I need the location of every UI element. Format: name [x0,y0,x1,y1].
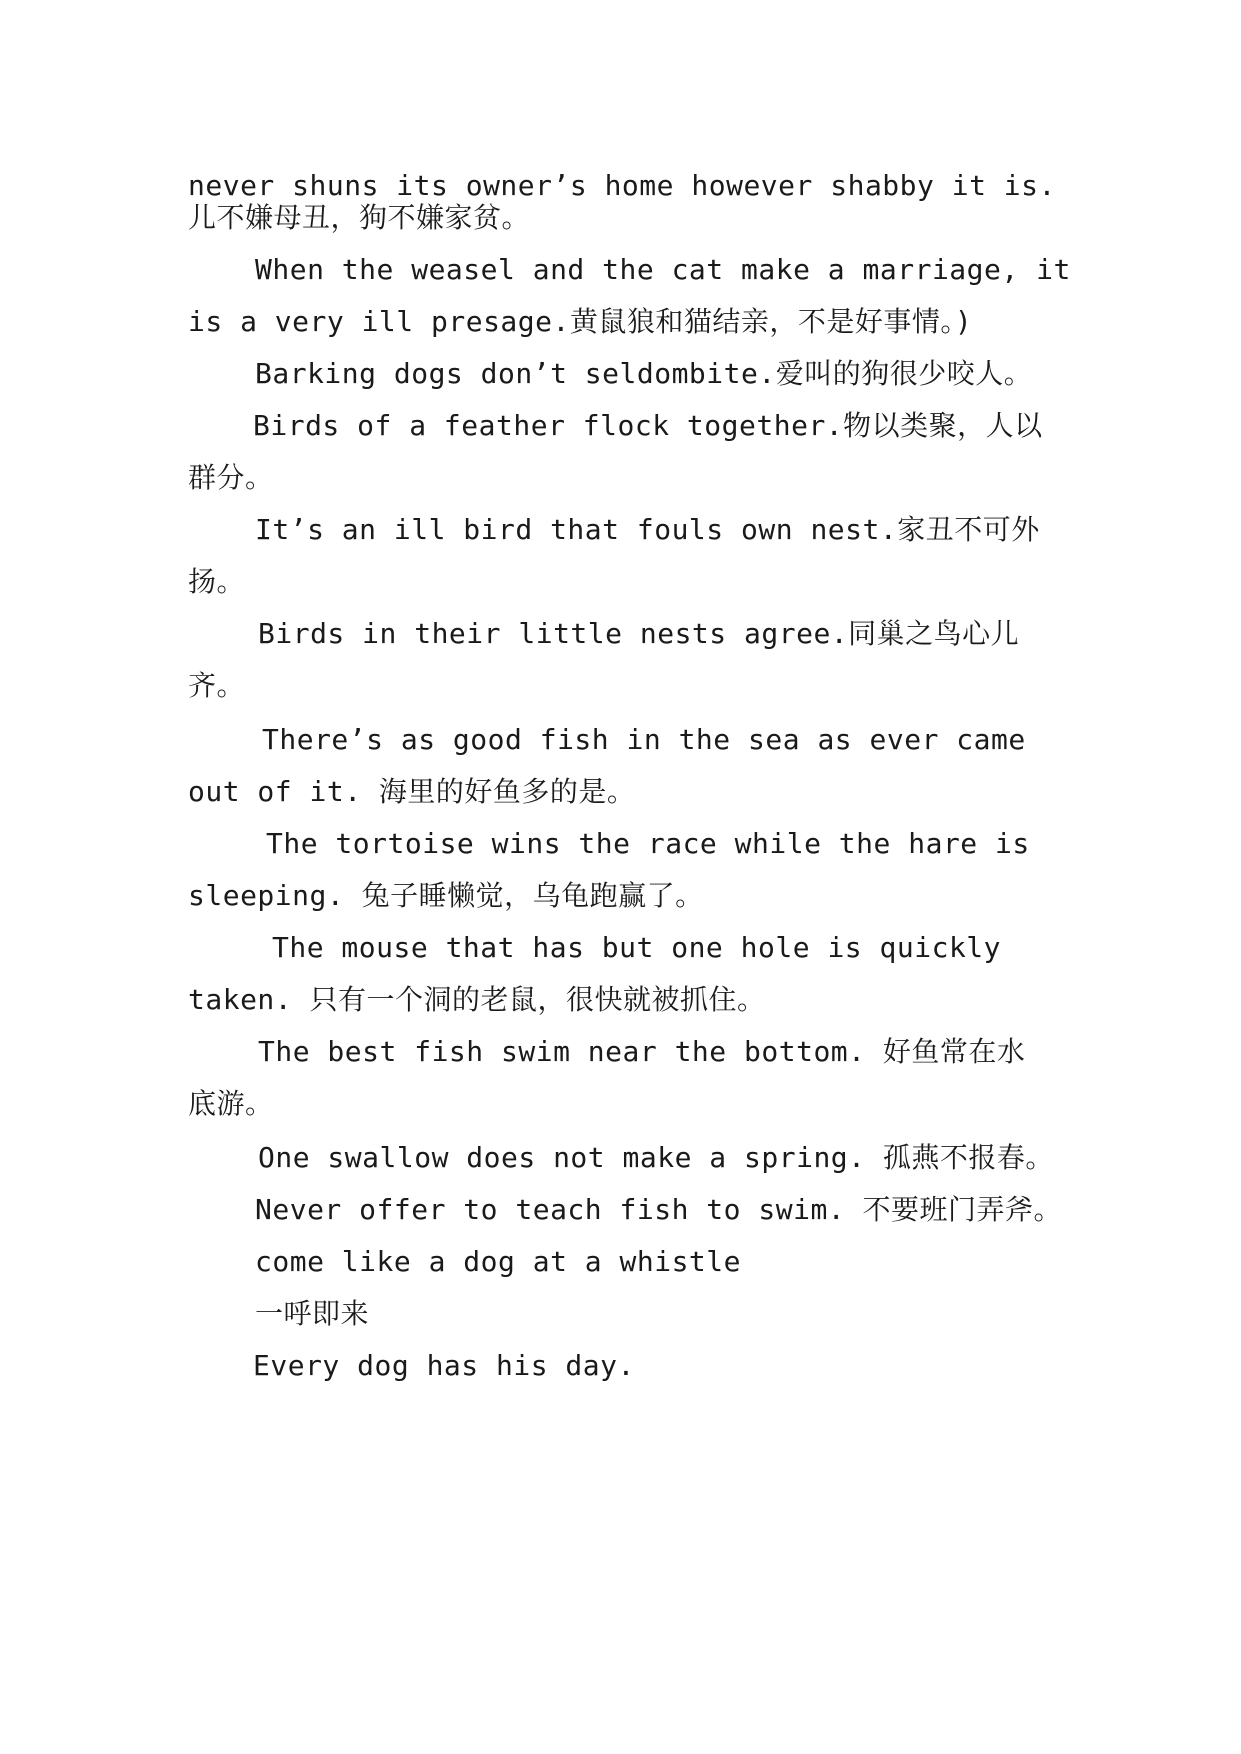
text-line: 群分。 [188,461,274,494]
text-line: The best fish swim near the bottom. 好鱼常在水 [258,1035,1026,1068]
text-line: out of it. 海里的好鱼多的是。 [188,775,636,808]
text-line: Birds of a feather flock together.物以类聚，人以 [253,409,1043,442]
text-line: It’s an ill bird that fouls own nest.家丑不可外 [255,513,1040,546]
text-line: Every dog has his day. [253,1349,635,1382]
text-line: There’s as good fish in the sea as ever came [262,723,1026,756]
text-line: is a very ill presage.黄鼠狼和猫结亲，不是好事情。) [188,305,973,338]
text-line: Barking dogs don’t seldombite.爱叫的狗很少咬人。 [255,357,1033,390]
text-line: never shuns its owner’s home however shabby it is. [188,169,1056,202]
text-line: 儿不嫌母丑，狗不嫌家贫。 [188,201,531,234]
text-line: come like a dog at a whistle [255,1245,742,1278]
text-line: 齐。 [188,669,246,702]
text-line: When the weasel and the cat make a marriage, it [255,253,1071,286]
text-line: The tortoise wins the race while the hare is [266,827,1030,860]
text-line: Never offer to teach fish to swim. 不要班门弄斧。 [255,1193,1063,1226]
text-line: 扬。 [188,565,246,598]
text-line: One swallow does not make a spring. 孤燕不报春。 [258,1141,1054,1174]
text-line: 一呼即来 [255,1297,370,1330]
text-line: The mouse that has but one hole is quickly [272,931,1002,964]
text-line: Birds in their little nests agree.同巢之鸟心儿 [258,617,1020,650]
text-line: 底游。 [188,1087,274,1120]
text-line: sleeping. 兔子睡懒觉，乌龟跑赢了。 [188,879,704,912]
text-line: taken. 只有一个洞的老鼠，很快就被抓住。 [188,983,766,1016]
